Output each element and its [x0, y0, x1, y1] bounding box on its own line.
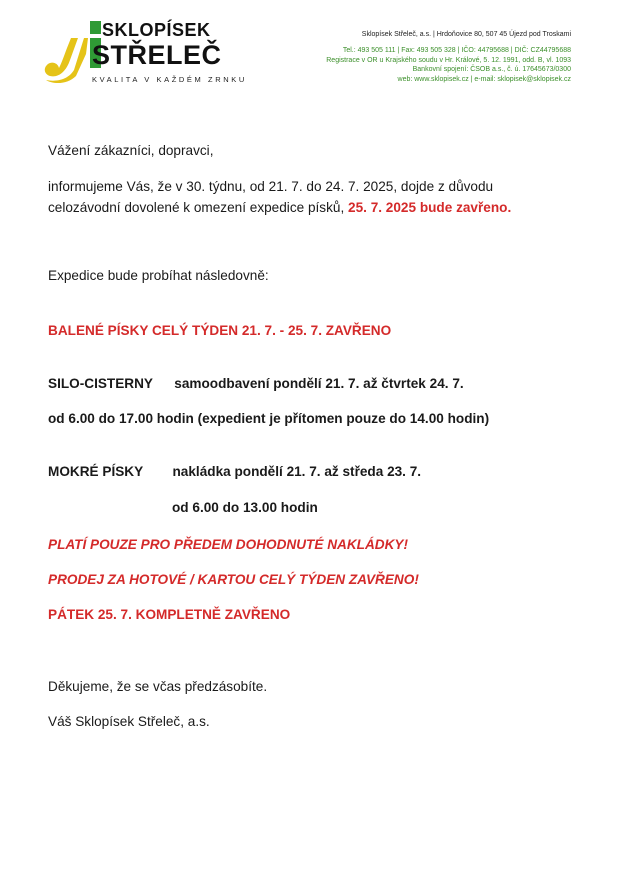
- greeting: Vážení zákazníci, dopravci,: [48, 143, 214, 158]
- company-logo: [40, 18, 250, 90]
- intro-line-2: [48, 198, 511, 218]
- silo-detail: samoodbavení pondělí 21. 7. až čtvrtek 24. 7.: [174, 376, 464, 391]
- intro-text: celozávodní dovolené k omezení expedice písků,: [48, 200, 345, 215]
- logo-text-top: SKLOPÍSEK: [102, 20, 211, 40]
- wet-sand-row: [48, 462, 421, 482]
- company-web: web: www.sklopisek.cz | e-mail: sklopisek@sklopisek.cz: [397, 76, 571, 84]
- company-address: Sklopísek Střeleč, a.s. | Hrdoňovice 80, 507 45 Újezd pod Troskami: [361, 31, 571, 38]
- notice-cash-card-closed: PRODEJ ZA HOTOVÉ / KARTOU CELÝ TÝDEN ZAVŘENO!: [48, 572, 419, 587]
- silo-label: SILO-CISTERNY: [48, 376, 153, 391]
- expedition-intro: Expedice bude probíhat následovně:: [48, 268, 269, 283]
- intro-line-1: informujeme Vás, že v 30. týdnu, od 21. 7. do 24. 7. 2025, dojde z důvodu: [48, 179, 494, 194]
- packed-sand-notice: BALENÉ PÍSKY CELÝ TÝDEN 21. 7. - 25. 7. ZAVŘENO: [48, 323, 392, 338]
- logo-text-main: STŘELEČ: [92, 40, 222, 70]
- wet-sand-detail: nakládka pondělí 21. 7. až středa 23. 7.: [172, 464, 422, 479]
- company-registry: Registrace v OR u Krajského soudu v Hr. Králové, 5. 12. 1991, odd. B, vl. 1093: [326, 56, 571, 64]
- wet-sand-hours: od 6.00 do 13.00 hodin: [172, 500, 318, 515]
- logo-tagline: KVALITA V KAŽDÉM ZRNKU: [92, 75, 247, 84]
- silo-row: [48, 374, 464, 394]
- silo-hours: od 6.00 do 17.00 hodin (expedient je přítomen pouze do 14.00 hodin): [48, 411, 490, 426]
- company-details: [326, 46, 571, 85]
- company-contacts: Tel.: 493 505 111 | Fax: 493 505 328 | IČO: 44795688 | DIČ: CZ44795688: [342, 47, 571, 54]
- company-bank: Bankovní spojení: ČSOB a.s., č. ú. 17645673/0300: [412, 66, 571, 74]
- thanks-line: Děkujeme, že se včas předzásobíte.: [48, 679, 268, 694]
- notice-friday-closed: PÁTEK 25. 7. KOMPLETNĚ ZAVŘENO: [48, 607, 291, 622]
- wet-sand-label: MOKRÉ PÍSKY: [48, 464, 143, 479]
- notice-agreed-loading: PLATÍ POUZE PRO PŘEDEM DOHODNUTÉ NAKLÁDKY!: [48, 537, 408, 552]
- signature: Váš Sklopísek Střeleč, a.s.: [48, 714, 210, 729]
- closed-date-notice: 25. 7. 2025 bude zavřeno.: [348, 200, 512, 215]
